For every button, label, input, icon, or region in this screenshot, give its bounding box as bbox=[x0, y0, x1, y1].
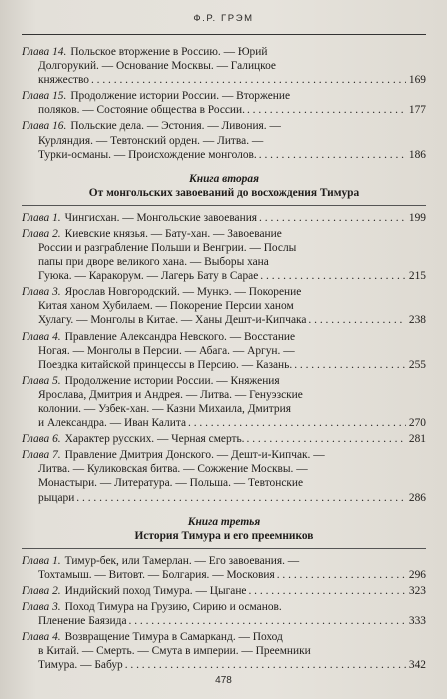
toc-entry bbox=[22, 374, 426, 430]
toc-entry bbox=[22, 330, 426, 372]
toc-page-number: 281 bbox=[408, 433, 426, 446]
toc-entry bbox=[22, 285, 426, 327]
chapter-label: Глава 6. bbox=[22, 433, 61, 446]
chapter-text: Ярослав Новгородский. — Мункэ. — Покорение bbox=[64, 286, 302, 299]
toc-entry-line bbox=[22, 211, 426, 225]
toc-entry-line bbox=[22, 476, 426, 490]
toc-entry-line bbox=[22, 285, 426, 299]
toc-entry bbox=[22, 119, 426, 161]
toc-entry-line bbox=[22, 630, 426, 644]
chapter-text: Ярослава, Дмитрия и Андрея. — Литва. — Генуэзские bbox=[38, 388, 303, 401]
chapter-label: Глава 2. bbox=[22, 227, 61, 240]
chapter-label: Глава 3. bbox=[22, 600, 61, 613]
toc-entry-line bbox=[22, 614, 426, 628]
toc-entry-line bbox=[22, 299, 426, 313]
chapter-text: папы при дворе великого хана. — Выборы хана bbox=[38, 256, 269, 269]
book-title: От монгольских завоеваний до восхождения Тимура bbox=[88, 186, 360, 199]
toc-entry-line bbox=[22, 148, 426, 162]
running-header: Ф.Р. ГРЭМ bbox=[193, 13, 254, 24]
toc-entry-line bbox=[22, 344, 426, 358]
chapter-text: Пленение Баязида bbox=[38, 615, 127, 627]
dot-leader bbox=[188, 416, 406, 430]
chapter-label: Глава 1. bbox=[22, 554, 61, 567]
toc-section bbox=[22, 515, 426, 673]
toc-entry-line bbox=[22, 134, 426, 148]
toc-entry-line bbox=[22, 402, 426, 416]
book-heading bbox=[22, 515, 426, 543]
toc-page-number: 215 bbox=[408, 270, 426, 283]
book-number: Книга вторая bbox=[189, 172, 259, 185]
chapter-text: Ногая. — Монголы в Персии. — Абага. — Аргун. — bbox=[38, 344, 295, 357]
chapter-text: Курляндия. — Тевтонский орден. — Литва. — bbox=[38, 134, 264, 147]
chapter-text: Продолжение истории России. — Княжения bbox=[64, 374, 280, 387]
toc-entry-line bbox=[22, 255, 426, 269]
toc-page-number: 238 bbox=[408, 314, 426, 327]
chapter-text: Киевские князья. — Бату-хан. — Завоевание bbox=[64, 227, 282, 240]
dot-leader bbox=[248, 584, 406, 598]
toc-page-number: 333 bbox=[408, 615, 426, 627]
chapter-text: Долгорукий. — Основание Москвы. — Галицкое bbox=[38, 60, 276, 73]
toc-entry-line bbox=[22, 119, 426, 133]
dot-leader bbox=[308, 313, 406, 327]
chapter-text: Польское вторжение в Россию. — Юрий bbox=[70, 46, 268, 58]
book-title: История Тимура и его преемников bbox=[134, 529, 314, 542]
dot-leader bbox=[76, 491, 406, 505]
chapter-text: Поездка китайской принцессы в Персию. — Казань. bbox=[38, 358, 293, 371]
chapter-text: княжество bbox=[38, 74, 89, 87]
dot-leader bbox=[259, 148, 406, 162]
chapter-text: Тохтамыш. — Витовт. — Болгария. — Московия bbox=[38, 568, 275, 581]
dot-leader bbox=[125, 658, 406, 672]
toc-page-number: 186 bbox=[408, 148, 426, 161]
chapter-text: поляков. — Состояние общества в России. bbox=[38, 104, 245, 117]
toc-entry-line bbox=[22, 358, 426, 372]
toc-entry bbox=[22, 211, 426, 225]
toc-entry-line bbox=[22, 45, 426, 59]
toc-entry-line bbox=[22, 269, 426, 283]
toc-entry-line bbox=[22, 241, 426, 255]
toc-entry-line bbox=[22, 103, 426, 117]
toc-entry-line bbox=[22, 89, 426, 103]
book-number: Книга третья bbox=[187, 515, 261, 528]
dot-leader bbox=[277, 568, 406, 582]
chapter-text: и Александра. — Иван Калита bbox=[38, 417, 186, 430]
chapter-label: Глава 2. bbox=[22, 584, 61, 597]
toc-entry bbox=[22, 584, 426, 598]
toc-entry-line bbox=[22, 227, 426, 241]
toc-page-number: 323 bbox=[408, 584, 426, 597]
toc-entry bbox=[22, 554, 426, 582]
chapter-text: Польские дела. — Эстония. — Ливония. — bbox=[70, 120, 281, 133]
toc-entry-line bbox=[22, 584, 426, 598]
toc-page-number: 342 bbox=[408, 659, 426, 672]
toc-entry-line bbox=[22, 374, 426, 388]
book-heading bbox=[22, 172, 426, 200]
dot-leader bbox=[91, 73, 406, 87]
chapter-label: Глава 16. bbox=[22, 120, 67, 133]
toc-entry-line bbox=[22, 600, 426, 614]
toc-page-number: 270 bbox=[408, 417, 426, 430]
toc-entry-line bbox=[22, 313, 426, 327]
toc-entry bbox=[22, 448, 426, 504]
toc-entry-line bbox=[22, 568, 426, 582]
toc-entry-line bbox=[22, 59, 426, 73]
chapter-text: Гуюка. — Каракорум. — Лагерь Бату в Сарае bbox=[38, 270, 259, 283]
chapter-text: Характер русских. — Черная смерть. bbox=[64, 433, 245, 446]
chapter-text: Поход Тимура на Грузию, Сирию и османов. bbox=[64, 600, 282, 613]
page-number: 478 bbox=[215, 675, 232, 686]
chapter-text: Монастыри. — Литература. — Польша. — Тевтонские bbox=[38, 477, 304, 490]
chapter-text: Продолжение истории России. — Вторжение bbox=[70, 90, 291, 103]
chapter-label: Глава 3. bbox=[22, 286, 61, 299]
chapter-label: Глава 4. bbox=[22, 631, 61, 644]
toc-section bbox=[22, 172, 426, 505]
toc-page-number: 296 bbox=[408, 568, 426, 581]
toc-entry bbox=[22, 227, 426, 283]
table-of-contents bbox=[22, 45, 426, 674]
header-rule bbox=[22, 34, 426, 35]
chapter-label: Глава 15. bbox=[22, 90, 67, 103]
toc-entry-line bbox=[22, 462, 426, 476]
toc-page-number: 255 bbox=[408, 358, 426, 371]
toc-entry bbox=[22, 630, 426, 672]
toc-entry-line bbox=[22, 388, 426, 402]
toc-entry bbox=[22, 89, 426, 117]
toc-entry-line bbox=[22, 491, 426, 505]
chapter-label: Глава 1. bbox=[22, 211, 61, 224]
toc-entry-line bbox=[22, 644, 426, 658]
toc-page-number: 286 bbox=[408, 491, 426, 504]
dot-leader bbox=[247, 432, 406, 446]
dot-leader bbox=[259, 211, 406, 225]
section-rule bbox=[22, 548, 426, 549]
chapter-label: Глава 4. bbox=[22, 330, 61, 343]
section-rule bbox=[22, 205, 426, 206]
chapter-text: Китая ханом Хубилаем. — Покорение Персии ханом bbox=[38, 300, 294, 313]
dot-leader bbox=[129, 614, 407, 628]
dot-leader bbox=[294, 358, 406, 372]
toc-entry-line bbox=[22, 448, 426, 462]
toc-entry-line bbox=[22, 432, 426, 446]
chapter-label: Глава 7. bbox=[22, 449, 61, 462]
chapter-text: Турки-османы. — Происхождение монголов. bbox=[38, 148, 257, 161]
chapter-text: Хулагу. — Монголы в Китае. — Ханы Дешт-и-Кипчака bbox=[38, 314, 307, 327]
toc-entry-line bbox=[22, 73, 426, 87]
toc-page-number: 169 bbox=[408, 74, 426, 87]
chapter-text: Правление Александра Невского. — Восстание bbox=[64, 330, 296, 343]
chapter-label: Глава 14. bbox=[22, 46, 67, 58]
chapter-label: Глава 5. bbox=[22, 374, 61, 387]
chapter-text: Тимур-бек, или Тамерлан. — Его завоевания. — bbox=[64, 554, 300, 567]
toc-entry-line bbox=[22, 658, 426, 672]
chapter-text: рыцари bbox=[38, 491, 75, 504]
dot-leader bbox=[260, 269, 406, 283]
chapter-text: Литва. — Куликовская битва. — Сожжение Москвы. — bbox=[38, 463, 308, 476]
chapter-text: Возвращение Тимура в Самарканд. — Поход bbox=[64, 631, 283, 644]
toc-entry bbox=[22, 600, 426, 628]
chapter-text: Тимура. — Бабур bbox=[38, 659, 123, 672]
toc-section bbox=[22, 45, 426, 162]
chapter-text: Чингисхан. — Монгольские завоевания bbox=[64, 211, 258, 224]
chapter-text: Индийский поход Тимура. — Цыгане bbox=[64, 584, 247, 597]
toc-entry bbox=[22, 45, 426, 87]
chapter-text: колонии. — Узбек-хан. — Казни Михаила, Дмитрия bbox=[38, 402, 291, 415]
chapter-text: России и разграбление Польши и Венгрии. — Послы bbox=[38, 241, 297, 254]
chapter-text: в Китай. — Смерть. — Смута в империи. — Преемники bbox=[38, 645, 311, 658]
toc-page-number: 199 bbox=[408, 211, 426, 224]
toc-entry-line bbox=[22, 416, 426, 430]
toc-page-number: 177 bbox=[408, 104, 426, 117]
dot-leader bbox=[247, 103, 406, 117]
chapter-text: Правление Дмитрия Донского. — Дешт-и-Кипчак. — bbox=[64, 449, 325, 462]
toc-entry-line bbox=[22, 330, 426, 344]
toc-entry bbox=[22, 432, 426, 446]
toc-entry-line bbox=[22, 554, 426, 568]
